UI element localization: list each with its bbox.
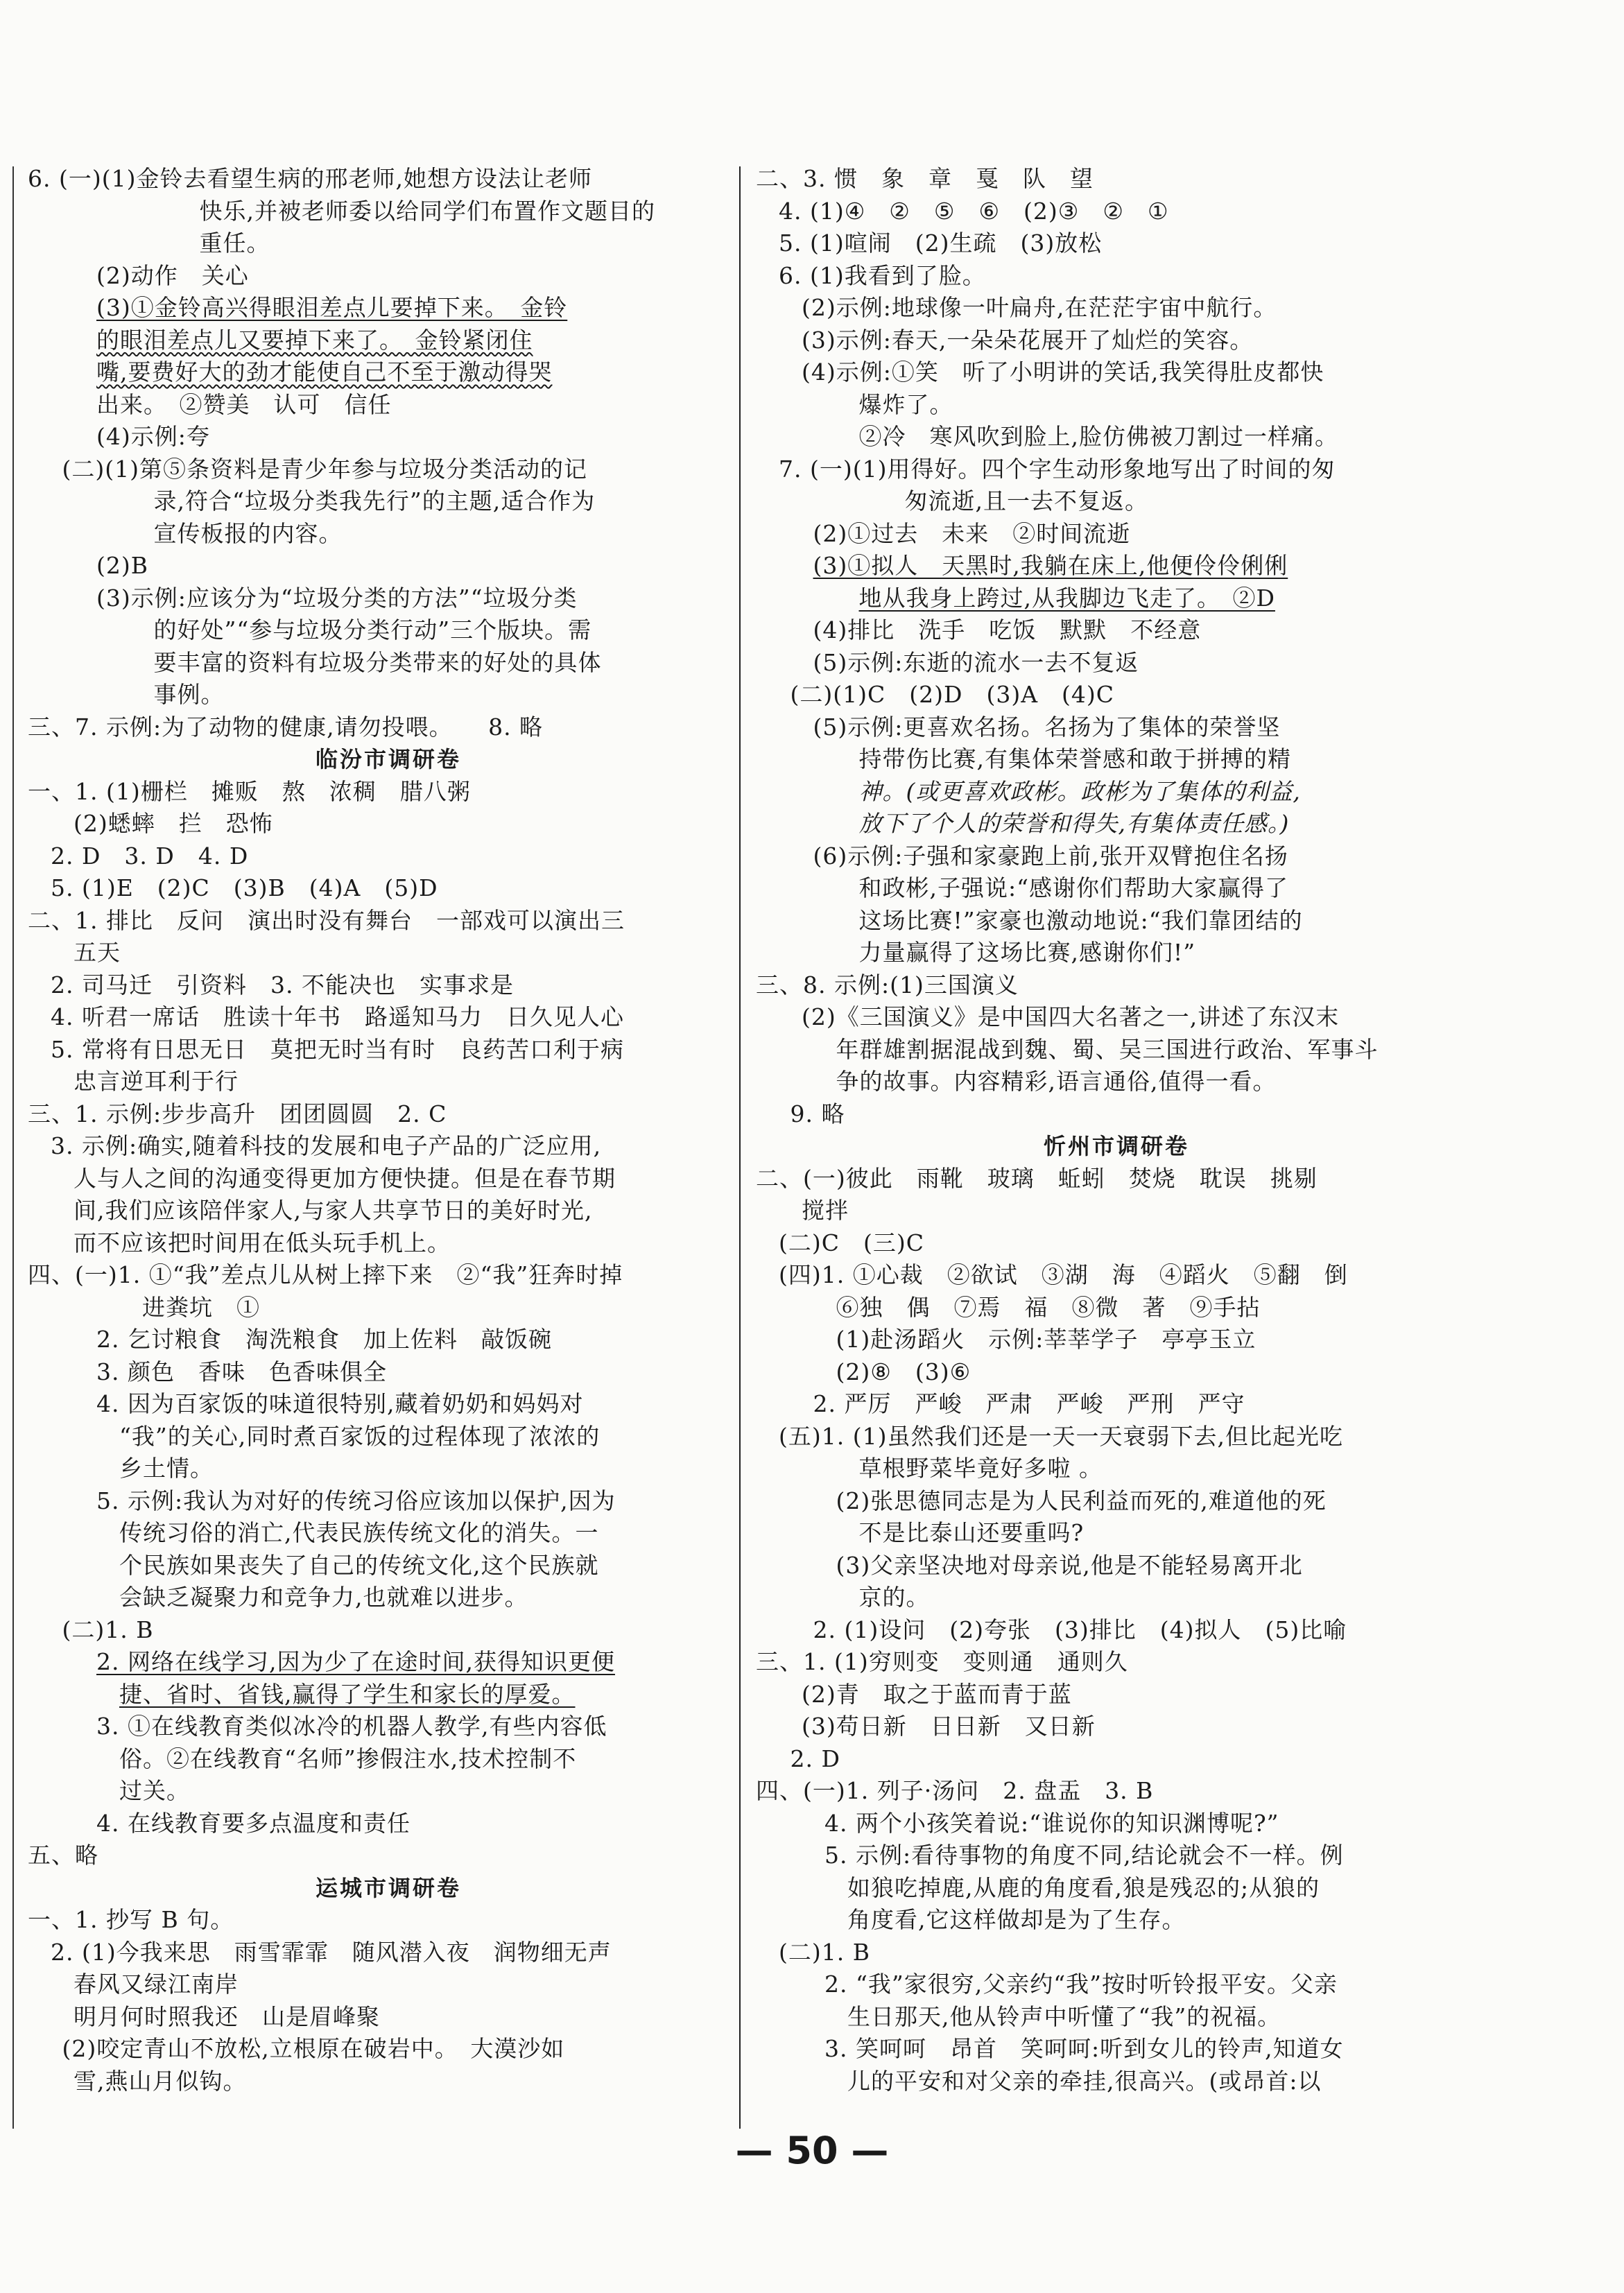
answer-line [756, 1840, 1477, 1872]
answer-line [28, 808, 749, 840]
answer-line [756, 389, 1477, 422]
answer-text: (二)C (三)C [779, 1229, 924, 1256]
answer-line [28, 453, 749, 486]
answer-line [756, 1421, 1477, 1453]
answer-line [28, 325, 749, 357]
answer-line [28, 711, 749, 744]
answer-text: 要丰富的资料有垃圾分类带来的好处的具体 [153, 648, 602, 676]
answer-text: 2. “我”家很穷,父亲约“我”按时听铃报平安。父亲 [824, 1971, 1338, 1998]
answer-line [756, 808, 1477, 840]
answer-line [28, 2066, 749, 2098]
answer-line [28, 1001, 749, 1034]
answer-text: (2)《三国演义》是中国四大名著之一,讲述了东汉末 [802, 1003, 1340, 1030]
answer-text: 不是比泰山还要重吗? [858, 1519, 1085, 1546]
answer-line [756, 1808, 1477, 1840]
answer-text: 雪,燕山月似钩。 [74, 2067, 247, 2095]
answer-line [28, 1130, 749, 1163]
answer-line [28, 1743, 749, 1776]
answer-text: (3)苟日新 日日新 又日新 [802, 1713, 1096, 1740]
left-column [28, 163, 749, 2097]
answer-text: 三、7. 示例:为了动物的健康,请勿投喂。 8. 略 [28, 713, 544, 741]
answer-text: 7. (一)(1)用得好。四个字生动形象地写出了时间的匆 [779, 455, 1336, 483]
answer-line [28, 421, 749, 453]
answer-line [28, 389, 749, 422]
answer-text: 5. (1)喧闹 (2)生疏 (3)放松 [779, 230, 1103, 257]
answer-text: 角度看,它这样做却是为了生存。 [847, 1906, 1186, 1933]
answer-text: 进粪坑 ① [142, 1293, 260, 1321]
answer-line [28, 518, 749, 551]
answer-text: 传统习俗的消亡,代表民族传统文化的消失。一 [119, 1519, 599, 1546]
answer-text: 五、略 [28, 1842, 98, 1869]
answer-text: 四、(一)1. ①“我”差点儿从树上摔下来 ②“我”狂奔时掉 [28, 1261, 623, 1288]
answer-line [28, 614, 749, 647]
answer-line [756, 356, 1477, 389]
answer-text: (2)示例:地球像一叶扁舟,在茫茫宇宙中航行。 [802, 294, 1277, 321]
answer-line [28, 1646, 749, 1679]
answer-text: 9. 略 [790, 1100, 845, 1127]
answer-line [756, 1356, 1477, 1389]
answer-text: 捷、省时、省钱,赢得了学生和家长的厚爱。 [119, 1680, 576, 1708]
answer-text: 而不应该把时间用在低头玩手机上。 [74, 1229, 451, 1256]
page-number: — 50 — [735, 2129, 889, 2172]
answer-line [28, 292, 749, 325]
answer-text: (2)青 取之于蓝而青于蓝 [802, 1680, 1072, 1708]
answer-text: 争的故事。内容精彩,语言通俗,值得一看。 [836, 1068, 1277, 1095]
answer-line [756, 485, 1477, 518]
answer-text: 京的。 [858, 1584, 930, 1611]
answer-text: (3)示例:春天,一朵朵花展开了灿烂的笑容。 [802, 326, 1254, 354]
answer-text: 年群雄割据混战到魏、蜀、吴三国进行政治、军事斗 [836, 1035, 1379, 1063]
answer-text: (1)赴汤蹈火 示例:莘莘学子 亭亭玉立 [836, 1326, 1256, 1353]
answer-text: 匆流逝,且一去不复返。 [904, 487, 1148, 514]
answer-text: (2)⑧ (3)⑥ [836, 1358, 971, 1385]
answer-text: “我”的关心,同时煮百家饭的过程体现了浓浓的 [119, 1422, 601, 1450]
answer-text: 2. 司马迁 引资料 3. 不能决也 实事求是 [51, 971, 514, 998]
answer-text: 如狼吃掉鹿,从鹿的角度看,狼是残忍的;从狼的 [847, 1874, 1320, 1901]
answer-line [756, 1679, 1477, 1711]
answer-line [28, 163, 749, 196]
answer-text: 会缺乏凝聚力和竞争力,也就难以进步。 [119, 1584, 528, 1611]
answer-line [756, 711, 1477, 744]
answer-line [756, 1163, 1477, 1195]
answer-text: 2. D [790, 1745, 840, 1772]
answer-text: 2. 网络在线学习,因为少了在途时间,获得知识更便 [96, 1648, 615, 1675]
answer-text: 5. 示例:我认为对好的传统习俗应该加以保护,因为 [96, 1487, 616, 1514]
answer-text: 4. 两个小孩笑着说:“谁说你的知识渊博呢?” [824, 1809, 1279, 1837]
answer-line [756, 647, 1477, 680]
answer-text: (3)①拟人 天黑时,我躺在床上,他便伶伶俐俐 [813, 552, 1288, 579]
answer-line [756, 1775, 1477, 1808]
answer-text: (5)示例:东逝的流水一去不复返 [813, 648, 1139, 676]
answer-line [756, 679, 1477, 711]
left-border-line [12, 166, 14, 2129]
answer-line [28, 2033, 749, 2066]
answer-text: 神。(或更喜欢政彬。政彬为了集体的利益, [858, 777, 1301, 805]
answer-line [756, 1937, 1477, 1969]
answer-text: 4. 因为百家饭的味道很特别,藏着奶奶和妈妈对 [96, 1390, 584, 1417]
answer-line [756, 1453, 1477, 1485]
answer-text: (四)1. ①心裁 ②欲试 ③湖 海 ④蹈火 ⑤翻 倒 [779, 1261, 1348, 1288]
answer-line [28, 905, 749, 937]
answer-line [28, 1550, 749, 1582]
answer-text: (4)排比 洗手 吃饭 默默 不经意 [813, 616, 1202, 643]
answer-text: 一、1. (1)栅栏 摊贩 熬 浓稠 腊八粥 [28, 777, 471, 805]
answer-text: 运城市调研卷 [315, 1874, 461, 1901]
answer-text: 2. D 3. D 4. D [51, 842, 249, 869]
answer-line [756, 776, 1477, 808]
answer-line [28, 485, 749, 518]
answer-text: 2. (1)今我来思 雨雪霏霏 随风潜入夜 润物细无声 [51, 1938, 612, 1966]
answer-line [28, 1775, 749, 1808]
answer-line [756, 325, 1477, 357]
answer-line [28, 647, 749, 680]
answer-text: 4. 在线教育要多点温度和责任 [96, 1809, 411, 1837]
answer-line [756, 1582, 1477, 1614]
answer-line [28, 776, 749, 808]
answer-text: 二、1. 排比 反问 演出时没有舞台 一部戏可以演出三 [28, 906, 625, 934]
answer-line [28, 1292, 749, 1324]
answer-line [756, 292, 1477, 325]
answer-line [756, 550, 1477, 582]
answer-text: 三、1. 示例:步步高升 团团圆圆 2. C [28, 1100, 447, 1127]
answer-text: 个民族如果丧失了自己的传统文化,这个民族就 [119, 1551, 599, 1579]
answer-line [756, 582, 1477, 615]
answer-line [756, 1904, 1477, 1937]
answer-line [756, 905, 1477, 937]
answer-line [756, 1646, 1477, 1679]
answer-line [28, 1356, 749, 1389]
answer-line [28, 1679, 749, 1711]
answer-line [28, 1808, 749, 1840]
answer-line [756, 1711, 1477, 1743]
answer-text: (2)B [96, 552, 148, 579]
answer-text: 快乐,并被老师委以给同学们布置作文题目的 [199, 197, 655, 225]
answer-line [28, 1937, 749, 1969]
answer-text: ②冷 寒风吹到脸上,脸仿佛被刀割过一样痛。 [858, 423, 1338, 450]
answer-line [756, 1550, 1477, 1582]
answer-text: 4. (1)④ ② ⑤ ⑥ (2)③ ② ① [779, 197, 1169, 225]
section-heading [28, 1872, 749, 1905]
answer-text: (3)示例:应该分为“垃圾分类的方法”“垃圾分类 [96, 584, 578, 612]
answer-text: (二)(1)C (2)D (3)A (4)C [790, 681, 1115, 708]
answer-text: 临汾市调研卷 [315, 746, 461, 772]
answer-line [28, 1421, 749, 1453]
answer-text: 录,符合“垃圾分类我先行”的主题,适合作为 [153, 487, 596, 514]
answer-text: (2)①过去 未来 ②时间流逝 [813, 519, 1131, 547]
answer-line [28, 227, 749, 260]
answer-line [756, 1388, 1477, 1421]
answer-line [756, 518, 1477, 551]
answer-text: 3. 笑呵呵 昂首 笑呵呵:听到女儿的铃声,知道女 [824, 2035, 1344, 2062]
answer-line [28, 196, 749, 228]
answer-text: 三、1. (1)穷则变 变则通 通则久 [756, 1648, 1128, 1675]
answer-line [28, 1968, 749, 2001]
answer-text: (4)示例:夸 [96, 423, 210, 450]
answer-line [28, 1163, 749, 1195]
right-column [756, 163, 1477, 2097]
answer-text: 重任。 [199, 230, 270, 257]
section-heading [28, 743, 749, 776]
answer-line [28, 1614, 749, 1647]
answer-line [756, 1517, 1477, 1550]
answer-line [756, 453, 1477, 486]
answer-text: 放下了个人的荣誉和得失,有集体责任感。) [858, 810, 1290, 837]
answer-line [756, 872, 1477, 905]
answer-text: 五天 [74, 939, 121, 966]
answer-text: 嘴,要费好大的劲才能使自己不至于激动得哭 [96, 358, 553, 386]
answer-line [756, 196, 1477, 228]
answer-text: (二)(1)第⑤条资料是青少年参与垃圾分类活动的记 [62, 455, 587, 483]
answer-text: 忠言逆耳利于行 [74, 1068, 239, 1095]
answer-line [756, 227, 1477, 260]
answer-text: 2. 乞讨粮食 淘洗粮食 加上佐料 敲饭碗 [96, 1326, 552, 1353]
answer-text: 6. (1)我看到了脸。 [779, 261, 986, 289]
answer-text: 忻州市调研卷 [1043, 1133, 1189, 1159]
answer-line [756, 421, 1477, 453]
answer-text: (6)示例:子强和家豪跑上前,张开双臂抱住名扬 [813, 842, 1288, 869]
answer-text: 宣传板报的内容。 [153, 519, 343, 547]
answer-line [28, 1324, 749, 1356]
answer-text: 5. (1)E (2)C (3)B (4)A (5)D [51, 874, 438, 901]
answer-text: 乡土情。 [119, 1455, 214, 1482]
answer-line [28, 1195, 749, 1227]
answer-text: 持带伤比赛,有集体荣誉感和敢于拼搏的精 [858, 745, 1291, 772]
answer-text: 春风又绿江南岸 [74, 1971, 239, 1998]
answer-text: 二、(一)彼此 雨靴 玻璃 蚯蚓 焚烧 耽误 挑剔 [756, 1164, 1318, 1192]
answer-text: 搅拌 [802, 1197, 849, 1224]
answer-text: 力量赢得了这场比赛,感谢你们!” [858, 939, 1196, 966]
answer-line [756, 2033, 1477, 2066]
answer-text: 3. 颜色 香味 色香味俱全 [96, 1358, 387, 1385]
answer-line [28, 1904, 749, 1937]
answer-line [756, 937, 1477, 969]
answer-text: 2. (1)设问 (2)夸张 (3)排比 (4)拟人 (5)比喻 [813, 1616, 1347, 1643]
answer-text: 的好处”“参与垃圾分类行动”三个版块。需 [153, 616, 592, 643]
answer-text: 四、(一)1. 列子·汤问 2. 盘盂 3. B [756, 1777, 1154, 1804]
answer-line [756, 614, 1477, 647]
answer-text: 4. 听君一席话 胜读十年书 路遥知马力 日久见人心 [51, 1003, 624, 1030]
answer-text: 二、3. 惯 象 章 戛 队 望 [756, 165, 1094, 192]
answer-line [28, 1034, 749, 1066]
answer-text: (4)示例:①笑 听了小明讲的笑话,我笑得肚皮都快 [802, 358, 1324, 386]
answer-text: 人与人之间的沟通变得更加方便快捷。但是在春节期 [74, 1164, 616, 1192]
answer-line [756, 1259, 1477, 1292]
answer-text: (2)张思德同志是为人民利益而死的,难道他的死 [836, 1487, 1327, 1514]
answer-line [28, 1582, 749, 1614]
answer-line [28, 260, 749, 293]
answer-text: (3)父亲坚决地对母亲说,他是不能轻易离开北 [836, 1551, 1303, 1579]
answer-line [756, 1001, 1477, 1034]
answer-line [28, 1711, 749, 1743]
answer-text: 5. 示例:看待事物的角度不同,结论就会不一样。例 [824, 1842, 1344, 1869]
answer-text: (2)咬定青山不放松,立根原在破岩中。 大漠沙如 [62, 2035, 565, 2062]
answer-line [756, 163, 1477, 196]
answer-line [756, 1968, 1477, 2001]
answer-text: 这场比赛!”家豪也激动地说:“我们靠团结的 [858, 906, 1303, 934]
answer-text: 地从我身上跨过,从我脚边飞走了。 ②D [858, 584, 1275, 612]
answer-text: 6. (一)(1)金铃去看望生病的邢老师,她想方设法让老师 [28, 165, 592, 192]
answer-line [28, 937, 749, 969]
section-heading [756, 1130, 1477, 1163]
answer-text: 3. ①在线教育类似冰冷的机器人教学,有些内容低 [96, 1713, 607, 1740]
answer-line [28, 1066, 749, 1098]
answer-line [28, 1227, 749, 1260]
answer-text: 间,我们应该陪伴家人,与家人共享节日的美好时光, [74, 1197, 593, 1224]
answer-text: 生日那天,他从铃声中听懂了“我”的祝福。 [847, 2002, 1281, 2030]
answer-text: (二)1. B [62, 1616, 154, 1643]
answer-text: 一、1. 抄写 B 句。 [28, 1906, 234, 1933]
answer-text: 三、8. 示例:(1)三国演义 [756, 971, 1019, 998]
answer-line [756, 1066, 1477, 1098]
answer-text: (二)1. B [779, 1938, 870, 1966]
answer-text: (5)示例:更喜欢名扬。名扬为了集体的荣誉坚 [813, 713, 1281, 741]
answer-text: 和政彬,子强说:“感谢你们帮助大家赢得了 [858, 874, 1288, 901]
answer-text: ⑥独 偶 ⑦焉 福 ⑧微 著 ⑨手拈 [836, 1293, 1261, 1321]
answer-line [756, 1324, 1477, 1356]
answer-text: 出来。 ②赞美 认可 信任 [96, 390, 392, 418]
answer-text: 事例。 [153, 681, 225, 708]
answer-line [28, 1840, 749, 1872]
answer-text: 俗。②在线教育“名师”掺假注水,技术控制不 [119, 1745, 577, 1772]
answer-text: (2)动作 关心 [96, 261, 249, 289]
answer-line [756, 1292, 1477, 1324]
answer-line [28, 1517, 749, 1550]
answer-line [28, 1259, 749, 1292]
answer-line [28, 1098, 749, 1131]
answer-text: 草根野菜毕竟好多啦 。 [858, 1455, 1103, 1482]
answer-text: 5. 常将有日思无日 莫把无时当有时 良药苦口利于病 [51, 1035, 624, 1063]
answer-line [756, 1227, 1477, 1260]
answer-text: 2. 严厉 严峻 严肃 严峻 严刑 严守 [813, 1390, 1245, 1417]
answer-line [28, 550, 749, 582]
answer-line [28, 872, 749, 905]
answer-line [28, 1453, 749, 1485]
answer-line [756, 1485, 1477, 1518]
answer-line [28, 969, 749, 1002]
answer-line [756, 2001, 1477, 2034]
answer-line [756, 1614, 1477, 1647]
answer-line [756, 2066, 1477, 2098]
answer-line [28, 582, 749, 615]
answer-line [756, 1872, 1477, 1905]
answer-line [756, 743, 1477, 776]
answer-line [756, 1034, 1477, 1066]
answer-line [28, 1388, 749, 1421]
answer-line [28, 1485, 749, 1518]
answer-text: 过关。 [119, 1777, 190, 1804]
answer-line [756, 1195, 1477, 1227]
answer-text: 3. 示例:确实,随着科技的发展和电子产品的广泛应用, [51, 1132, 602, 1159]
answer-line [28, 679, 749, 711]
answer-line [28, 840, 749, 873]
answer-line [756, 1743, 1477, 1776]
answer-text: (五)1. (1)虽然我们还是一天一天衰弱下去,但比起光吃 [779, 1422, 1343, 1450]
answer-line [756, 969, 1477, 1002]
answer-text: 爆炸了。 [858, 390, 953, 418]
answer-text: 的眼泪差点儿又要掉下来了。 金铃紧闭住 [96, 326, 533, 354]
answer-text: 儿的平安和对父亲的牵挂,很高兴。(或昂首:以 [847, 2067, 1322, 2095]
answer-text: 明月何时照我还 山是眉峰聚 [74, 2002, 380, 2030]
answer-line [756, 840, 1477, 873]
answer-text: (3)①金铃高兴得眼泪差点儿要掉下来。 金铃 [96, 294, 568, 321]
answer-line [756, 1098, 1477, 1131]
answer-text: (2)蟋蟀 拦 恐怖 [74, 810, 273, 837]
answer-line [756, 260, 1477, 293]
answer-line [28, 2001, 749, 2034]
answer-line [28, 356, 749, 389]
